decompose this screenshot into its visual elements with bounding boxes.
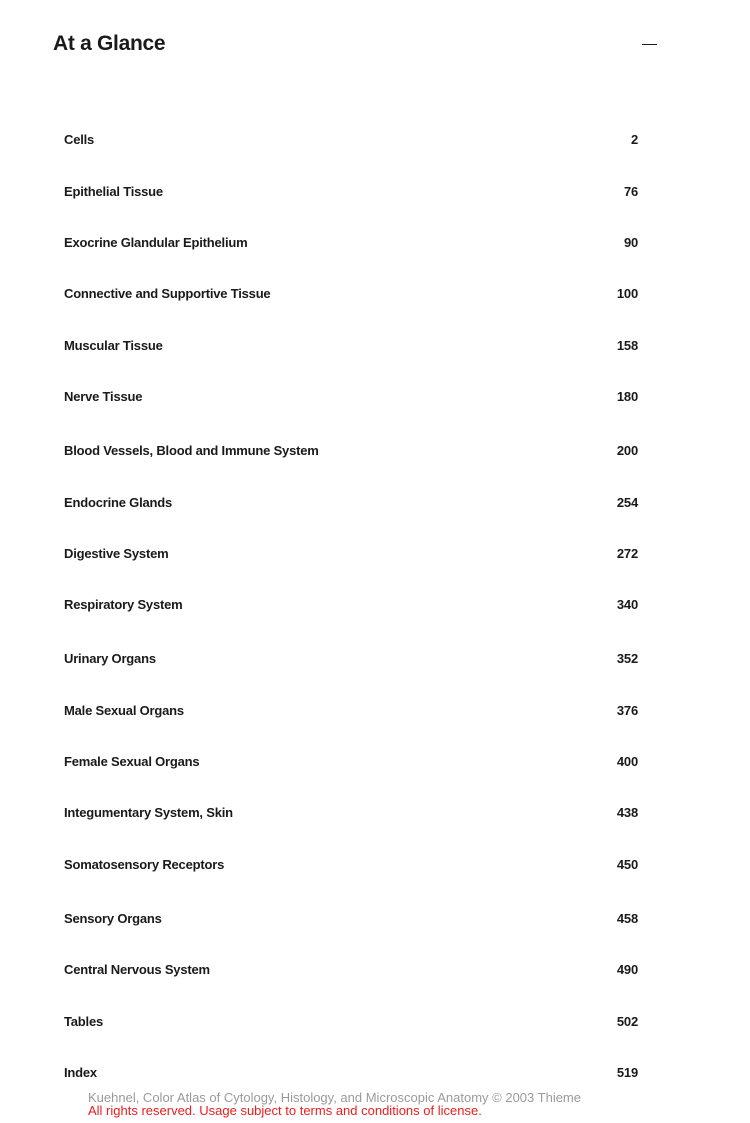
toc-entry-integumentary-system-skin[interactable] [64,803,638,821]
toc-entry-page: 490 [616,961,638,977]
toc-entry-page: 200 [616,442,638,458]
toc-entry-page: 180 [616,388,638,404]
toc-entry-central-nervous-system[interactable] [64,960,638,978]
page-title: At a Glance [53,32,166,55]
toc-entry-male-sexual-organs[interactable] [64,701,638,719]
toc-entry-page: 76 [623,183,638,199]
toc-entry-sensory-organs[interactable] [64,909,638,927]
toc-entry-label: Cells [64,131,95,147]
toc-entry-label: Endocrine Glands [64,494,173,510]
toc-entry-page: 400 [616,753,638,769]
toc-entry-label: Male Sexual Organs [64,702,184,718]
toc-entry-page: 158 [616,337,638,353]
toc-entry-page: 340 [616,596,638,612]
toc-entry-label: Respiratory System [64,596,183,612]
toc-entry-cells[interactable] [64,130,638,148]
toc-entry-page: 352 [616,650,638,666]
toc-entry-label: Blood Vessels, Blood and Immune System [64,442,319,458]
toc-entry-label: Index [64,1064,97,1080]
toc-entry-page: 438 [616,804,638,820]
toc-entry-female-sexual-organs[interactable] [64,752,638,770]
toc-entry-endocrine-glands[interactable] [64,493,638,511]
license-footer [88,1091,581,1117]
toc-entry-page: 502 [616,1013,638,1029]
toc-entry-page: 376 [616,702,638,718]
toc-entry-label: Muscular Tissue [64,337,163,353]
toc-entry-epithelial-tissue[interactable] [64,182,638,200]
toc-entry-page: 272 [616,545,638,561]
toc-entry-page: 90 [623,234,638,250]
toc-entry-label: Central Nervous System [64,961,210,977]
toc-entry-page: 254 [616,494,638,510]
toc-entry-page: 458 [616,910,638,926]
toc-entry-page: 519 [616,1064,638,1080]
toc-entry-muscular-tissue[interactable] [64,336,638,354]
toc-entry-label: Integumentary System, Skin [64,804,233,820]
copyright-notice: Kuehnel, Color Atlas of Cytology, Histology, and Microscopic Anatomy © 2003 Thieme [88,1090,581,1105]
toc-entry-label: Tables [64,1013,104,1029]
toc-entry-connective-and-supportive-tissue[interactable] [64,284,638,302]
toc-entry-label: Female Sexual Organs [64,753,200,769]
toc-entry-page: 100 [616,285,638,301]
license-notice: All rights reserved. Usage subject to terms and conditions of license. [88,1103,482,1118]
toc-entry-label: Nerve Tissue [64,388,143,404]
toc-entry-nerve-tissue[interactable] [64,387,638,405]
toc-entry-page: 450 [616,856,638,872]
toc-entry-exocrine-glandular-epithelium[interactable] [64,233,638,251]
toc-entry-digestive-system[interactable] [64,544,638,562]
toc-entry-index[interactable] [64,1063,638,1081]
toc-entry-label: Sensory Organs [64,910,162,926]
toc-entry-label: Urinary Organs [64,650,156,666]
toc-entry-label: Connective and Supportive Tissue [64,285,271,301]
title-dash-mark [642,44,657,45]
toc-entry-somatosensory-receptors[interactable] [64,855,638,873]
toc-entry-tables[interactable] [64,1012,638,1030]
toc-entry-page: 2 [630,131,638,147]
toc-entry-label: Epithelial Tissue [64,183,163,199]
toc-entry-label: Exocrine Glandular Epithelium [64,234,248,250]
toc-entry-label: Somatosensory Receptors [64,856,225,872]
toc-entry-respiratory-system[interactable] [64,595,638,613]
toc-entry-urinary-organs[interactable] [64,649,638,667]
toc-entry-blood-vessels-blood-and-immune-system[interactable] [64,441,638,459]
toc-entry-label: Digestive System [64,545,169,561]
